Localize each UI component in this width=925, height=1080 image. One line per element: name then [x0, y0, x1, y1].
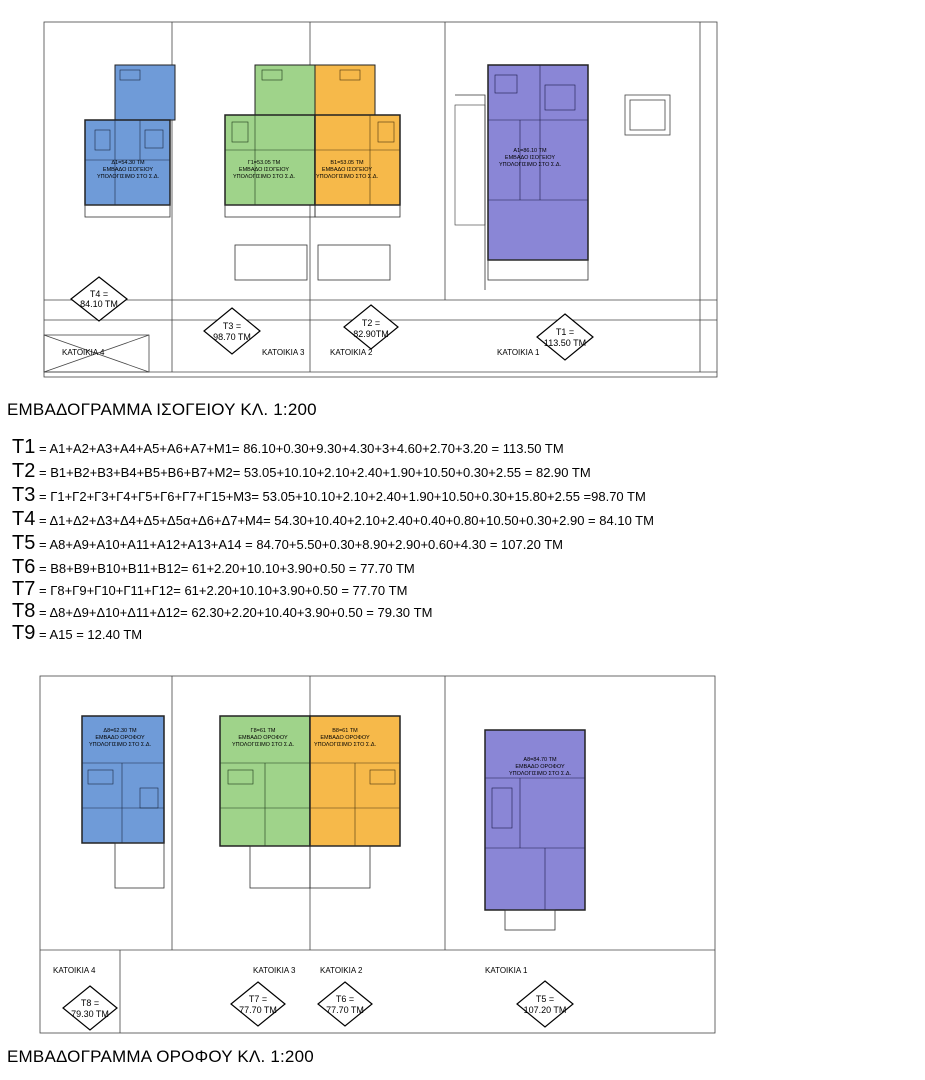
formula-text: = A1+A2+A3+A4+A5+A6+A7+M1= 86.10+0.30+9.30+4.30+3+4.60+2.70+3.20 = 113.50 TM	[39, 441, 564, 456]
room-label: Β1=53.05 TM	[330, 160, 364, 166]
badge-title: T1 =	[555, 327, 575, 337]
formula-text: = B1+B2+B3+B4+B5+B6+B7+M2= 53.05+10.10+2.10+2.40+1.90+10.50+0.30+2.55 = 82.90 TM	[39, 465, 591, 480]
badge-value: 98.70 TM	[213, 332, 251, 342]
formula-label: T8	[12, 600, 36, 622]
badge-title: T3 =	[222, 321, 242, 331]
formula-text: = A15 = 12.40 TM	[39, 627, 143, 642]
house-label: ΚΑΤΟΙΚΙΑ 2	[320, 966, 363, 975]
formula-row	[12, 436, 917, 460]
formula-text: = Δ1+Δ2+Δ3+Δ4+Δ5+Δ5α+Δ6+Δ7+M4= 54.30+10.40+2.10+2.40+0.40+0.80+10.50+0.30+2.90 = 84.10 TM	[39, 513, 654, 528]
badge-value: 82.90TM	[353, 329, 389, 339]
formula-row	[12, 578, 917, 600]
badge-value: 84.10 TM	[80, 299, 118, 309]
room-label: ΥΠΟΛΟΓΙΣΙΜΟ ΣΤΟ Σ.Δ.	[313, 742, 377, 748]
room-label: ΥΠΟΛΟΓΙΣΙΜΟ ΣΤΟ Σ.Δ.	[88, 742, 152, 748]
formula-label: T4	[12, 508, 36, 530]
room-label: ΥΠΟΛΟΓΙΣΙΜΟ ΣΤΟ Σ.Δ.	[232, 174, 296, 180]
room-label: ΕΜΒΑΔΟ ΟΡΟΦΟΥ	[320, 735, 370, 741]
house-label: ΚΑΤΟΙΚΙΑ 1	[497, 348, 540, 357]
formula-row	[12, 532, 917, 556]
room-label: ΕΜΒΑΔΟ ΟΡΟΦΟΥ	[238, 735, 288, 741]
formula-row	[12, 460, 917, 484]
room-label: Γ1=53.05 TM	[247, 160, 281, 166]
room-label: ΥΠΟΛΟΓΙΣΙΜΟ ΣΤΟ Σ.Δ.	[498, 162, 562, 168]
room-label: ΕΜΒΑΔΟ ΙΣΟΓΕΙΟΥ	[504, 155, 556, 161]
upper-badges	[63, 981, 573, 1030]
upper-floor-plan	[0, 668, 925, 1040]
badge-title: T5 =	[535, 994, 555, 1004]
room-label: ΕΜΒΑΔΟ ΙΣΟΓΕΙΟΥ	[102, 167, 154, 173]
badge-diamond	[517, 981, 573, 1027]
house-label: ΚΑΤΟΙΚΙΑ 2	[330, 348, 373, 357]
house-4-ground-plan	[85, 65, 175, 217]
formula-label: T2	[12, 460, 36, 482]
badge-diamond	[63, 986, 117, 1030]
room-label: ΕΜΒΑΔΟ ΟΡΟΦΟΥ	[515, 764, 565, 770]
formula-label: T1	[12, 436, 36, 458]
room-label: ΥΠΟΛΟΓΙΣΙΜΟ ΣΤΟ Σ.Δ.	[508, 771, 572, 777]
badge-value: 113.50 TM	[543, 338, 587, 348]
badge-value: 77.70 TM	[239, 1005, 277, 1015]
badge-title: T7 =	[248, 994, 268, 1004]
room-label: Γ8=61 TM	[250, 728, 276, 734]
room-label: ΕΜΒΑΔΟ ΟΡΟΦΟΥ	[95, 735, 145, 741]
ground-house-labels	[62, 348, 540, 357]
house-label: ΚΑΤΟΙΚΙΑ 4	[62, 348, 105, 357]
formula-text: = B8+B9+B10+B11+B12= 61+2.20+10.10+3.90+0.50 = 77.70 TM	[39, 561, 415, 576]
room-label: ΕΜΒΑΔΟ ΙΣΟΓΕΙΟΥ	[238, 167, 290, 173]
formula-label: T5	[12, 532, 36, 554]
badge-diamond	[204, 308, 260, 354]
house-1-ground-plan	[455, 65, 588, 290]
formula-label: T6	[12, 556, 36, 578]
formula-label: T7	[12, 578, 36, 600]
room-label: Β8=61 TM	[332, 728, 358, 734]
room-label: Α8=84.70 TM	[523, 757, 557, 763]
formula-label: T3	[12, 484, 36, 506]
formula-text: = Δ8+Δ9+Δ10+Δ11+Δ12= 62.30+2.20+10.40+3.90+0.50 = 79.30 TM	[39, 605, 433, 620]
badge-diamond	[537, 314, 593, 360]
badge-value: 79.30 TM	[71, 1009, 109, 1019]
upper-house-labels	[53, 966, 528, 975]
house-label: ΚΑΤΟΙΚΙΑ 3	[253, 966, 296, 975]
room-label: Α1=86.10 TM	[513, 148, 547, 154]
formula-text: = Γ1+Γ2+Γ3+Γ4+Γ5+Γ6+Γ7+Γ15+M3= 53.05+10.10+2.10+2.40+1.90+10.50+0.30+15.80+2.55 =98.70 TM	[39, 489, 646, 504]
house-label: ΚΑΤΟΙΚΙΑ 3	[262, 348, 305, 357]
badge-title: T6 =	[335, 994, 355, 1004]
ground-floor-heading: ΕΜΒΑΔΟΓΡΑΜΜΑ ΙΣΟΓΕΙΟΥ ΚΛ. 1:200	[7, 400, 317, 419]
formula-text: = A8+A9+A10+A11+A12+A13+A14 = 84.70+5.50+0.30+8.90+2.90+0.60+4.30 = 107.20 TM	[39, 537, 563, 552]
formula-row	[12, 484, 917, 508]
badge-title: T8 =	[80, 998, 100, 1008]
room-label: ΕΜΒΑΔΟ ΙΣΟΓΕΙΟΥ	[321, 167, 373, 173]
formula-label: T9	[12, 622, 36, 644]
room-label: ΥΠΟΛΟΓΙΣΙΜΟ ΣΤΟ Σ.Δ.	[96, 174, 160, 180]
house-label: ΚΑΤΟΙΚΙΑ 1	[485, 966, 528, 975]
formula-row	[12, 556, 917, 578]
upper-floor-heading: ΕΜΒΑΔΟΓΡΑΜΜΑ ΟΡΟΦΟΥ ΚΛ. 1:200	[7, 1047, 314, 1066]
badge-value: 107.20 TM	[523, 1005, 567, 1015]
room-label: ΥΠΟΛΟΓΙΣΙΜΟ ΣΤΟ Σ.Δ.	[231, 742, 295, 748]
room-label: ΥΠΟΛΟΓΙΣΙΜΟ ΣΤΟ Σ.Δ.	[315, 174, 379, 180]
badge-value: 77.70 TM	[326, 1005, 364, 1015]
badge-title: T2 =	[361, 318, 381, 328]
area-formulas	[12, 436, 917, 644]
badge-diamond	[231, 982, 285, 1026]
formula-text: = Γ8+Γ9+Γ10+Γ11+Γ12= 61+2.20+10.10+3.90+0.50 = 77.70 TM	[39, 583, 408, 598]
house-label: ΚΑΤΟΙΚΙΑ 4	[53, 966, 96, 975]
formula-row	[12, 508, 917, 532]
formula-row	[12, 600, 917, 622]
formula-row	[12, 622, 917, 644]
room-label: Δ8=62.30 TM	[103, 728, 137, 734]
badge-diamond	[318, 982, 372, 1026]
room-label: Δ1=54.30 TM	[111, 160, 145, 166]
badge-title: T4 =	[89, 289, 109, 299]
ground-floor-plan	[0, 0, 925, 390]
